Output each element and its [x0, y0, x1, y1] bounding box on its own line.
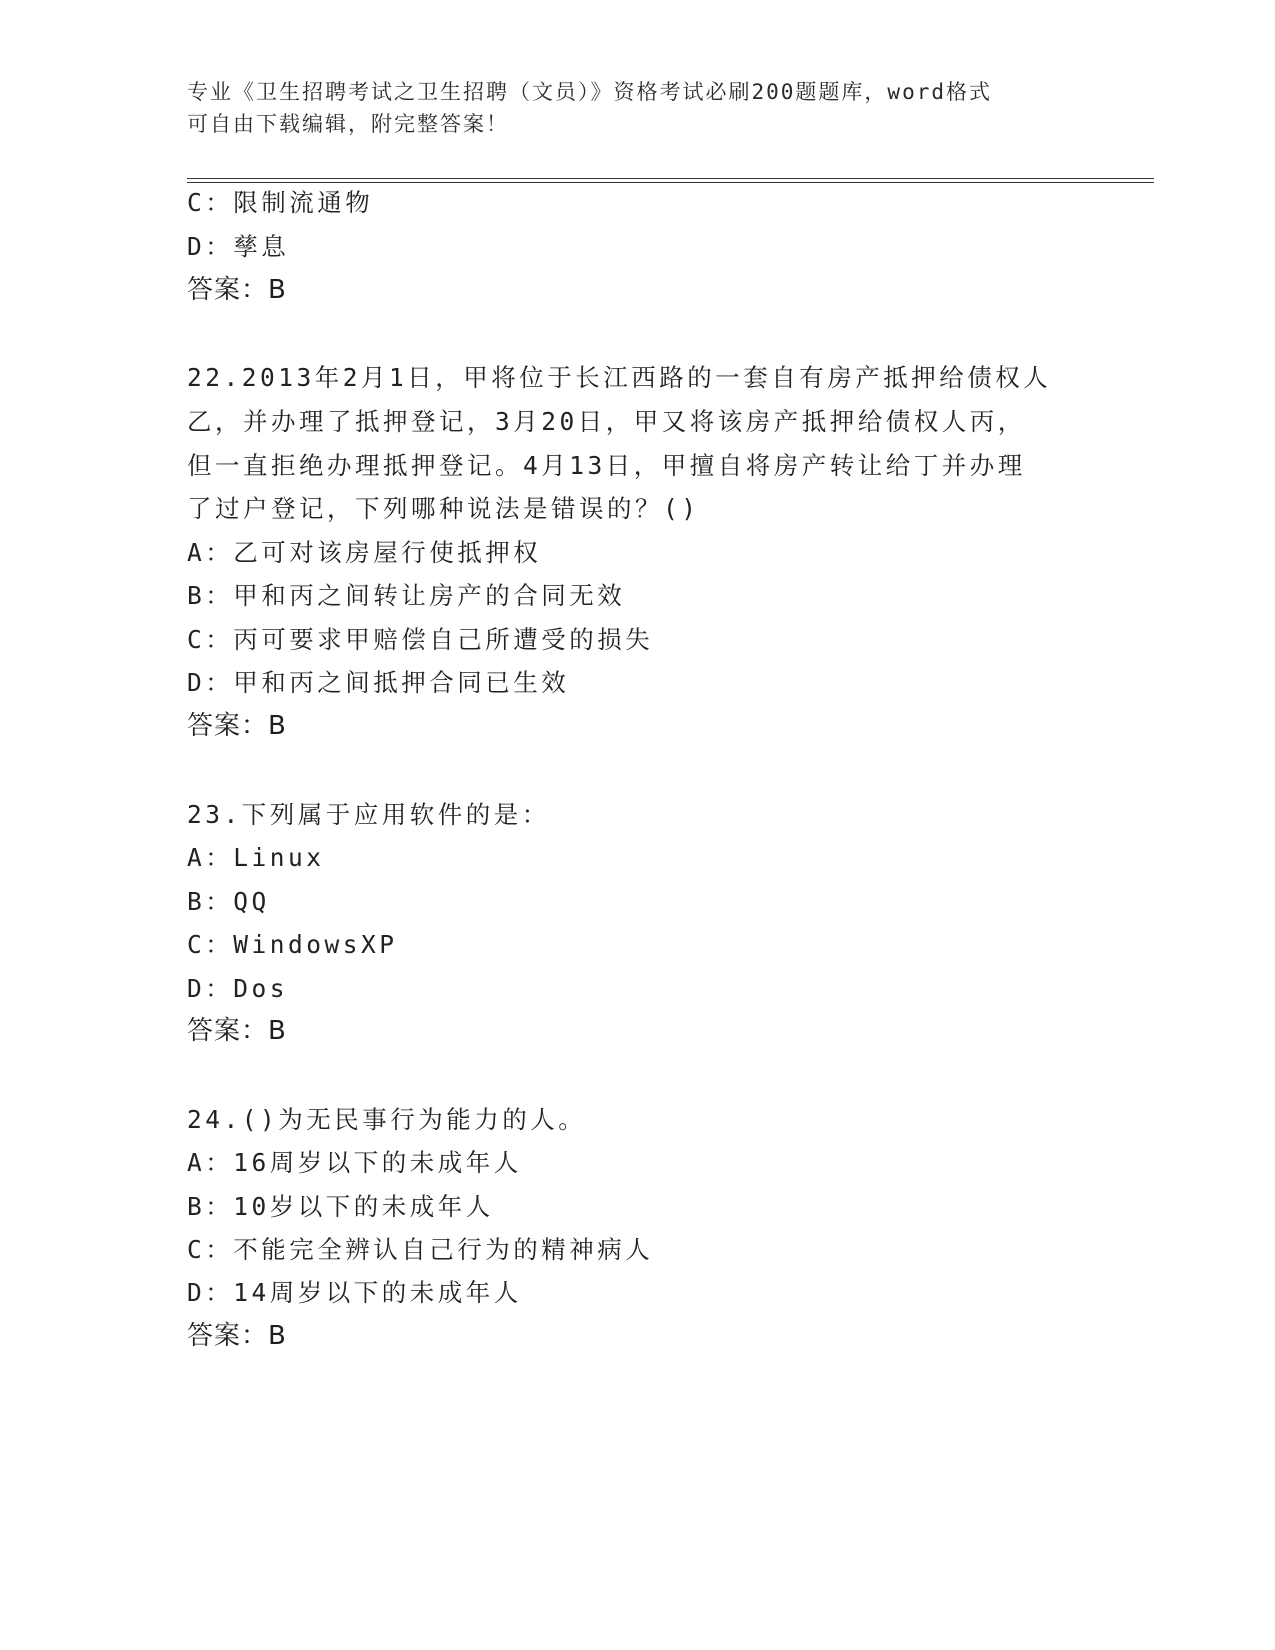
q24-option-b: B：10岁以下的未成年人	[187, 1192, 494, 1221]
q21-option-c: C：限制流通物	[187, 188, 374, 217]
q21-answer: 答案：B	[187, 275, 287, 305]
q23-option-a: A：Linux	[187, 843, 325, 872]
q22-answer: 答案：B	[187, 711, 287, 741]
q22-option-c: C：丙可要求甲赔偿自己所遭受的损失	[187, 625, 654, 654]
q22-option-a: A：乙可对该房屋行使抵押权	[187, 538, 542, 567]
q24-option-a: A：16周岁以下的未成年人	[187, 1148, 522, 1177]
q23-option-d: D：Dos	[187, 974, 289, 1003]
q22-stem-line-4: 了过户登记，下列哪种说法是错误的？()	[187, 494, 700, 523]
q24-option-d: D：14周岁以下的未成年人	[187, 1278, 522, 1307]
q24-answer: 答案：B	[187, 1321, 287, 1351]
q23-answer: 答案：B	[187, 1016, 287, 1046]
header-title-line-1: 专业《卫生招聘考试之卫生招聘（文员）》资格考试必刷200题题库，word格式	[187, 80, 992, 104]
q24-stem: 24.()为无民事行为能力的人。	[187, 1105, 587, 1134]
q21-option-d: D：孳息	[187, 232, 290, 261]
header-title-line-2: 可自由下载编辑，附完整答案！	[187, 112, 509, 136]
q23-stem: 23.下列属于应用软件的是：	[187, 800, 550, 829]
q22-option-d: D：甲和丙之间抵押合同已生效	[187, 668, 570, 697]
q22-stem-line-2: 乙，并办理了抵押登记，3月20日，甲又将该房产抵押给债权人丙，	[187, 407, 1026, 436]
q23-option-c: C：WindowsXP	[187, 930, 398, 959]
q22-stem-line-1: 22.2013年2月1日，甲将位于长江西路的一套自有房产抵押给债权人	[187, 363, 1052, 392]
q24-option-c: C：不能完全辨认自己行为的精神病人	[187, 1235, 654, 1264]
q23-option-b: B：QQ	[187, 887, 270, 916]
header-divider-top	[187, 178, 1154, 179]
q22-option-b: B：甲和丙之间转让房产的合同无效	[187, 581, 626, 610]
header-divider-bottom	[187, 182, 1154, 183]
document-header	[187, 76, 1087, 140]
q22-stem-line-3: 但一直拒绝办理抵押登记。4月13日，甲擅自将房产转让给丁并办理	[187, 451, 1026, 480]
